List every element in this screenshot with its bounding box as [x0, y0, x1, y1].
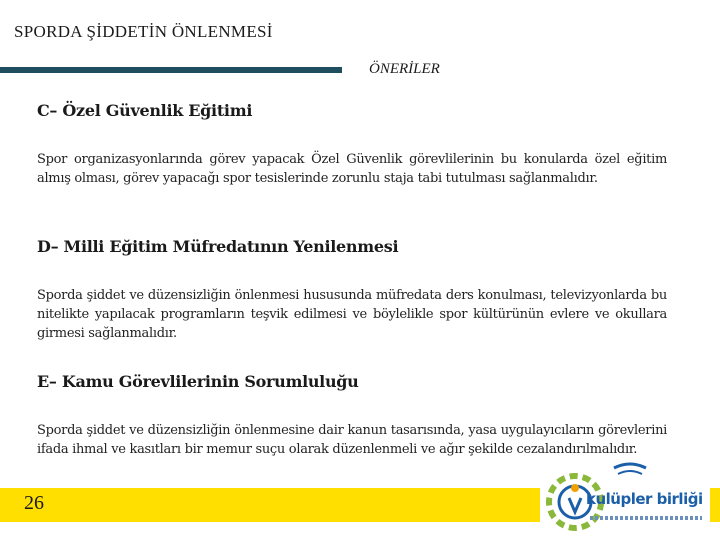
section-e-heading: E– Kamu Görevlilerinin Sorumluluğu — [37, 372, 359, 391]
section-d-text: Sporda şiddet ve düzensizliğin önlenmesi hususunda müfredata ders konulması, televizyonlarda bu nitelikte yapılacak programların teşvik edilmesi ve böylelikle spor kültürünün evlere ve okullara girmesi sağlanmalıdır. — [37, 288, 667, 341]
logo-crest-icon — [610, 462, 650, 486]
logo-tagline-decor — [590, 516, 702, 520]
section-e-text: Sporda şiddet ve düzensizliğin önlenmesine dair kanun tasarısında, yasa uygulayıcıların görevlerini ifada ihmal ve kasıtları bir memur suçu olarak düzenlenmeli ve ağır şekilde cezalandırılmalıdır. — [37, 423, 667, 457]
page-subtitle: ÖNERİLER — [369, 61, 440, 77]
logo-text: kulüpler birliği — [586, 490, 703, 508]
section-c-heading: C– Özel Güvenlik Eğitimi — [37, 101, 253, 120]
section-c-text: Spor organizasyonlarında görev yapacak Özel Güvenlik görevlilerinin bu konularda özel eğitim almış olması, görev yapacağı spor tesislerinde zorunlu staja tabi tutulması sağlanmalıdır. — [37, 152, 667, 186]
title-underline — [0, 67, 342, 73]
section-d-heading: D– Milli Eğitim Müfredatının Yenilenmesi — [37, 237, 399, 256]
page-number: 26 — [24, 492, 44, 514]
page-title: SPORDA ŞİDDETİN ÖNLENMESİ — [14, 22, 273, 41]
